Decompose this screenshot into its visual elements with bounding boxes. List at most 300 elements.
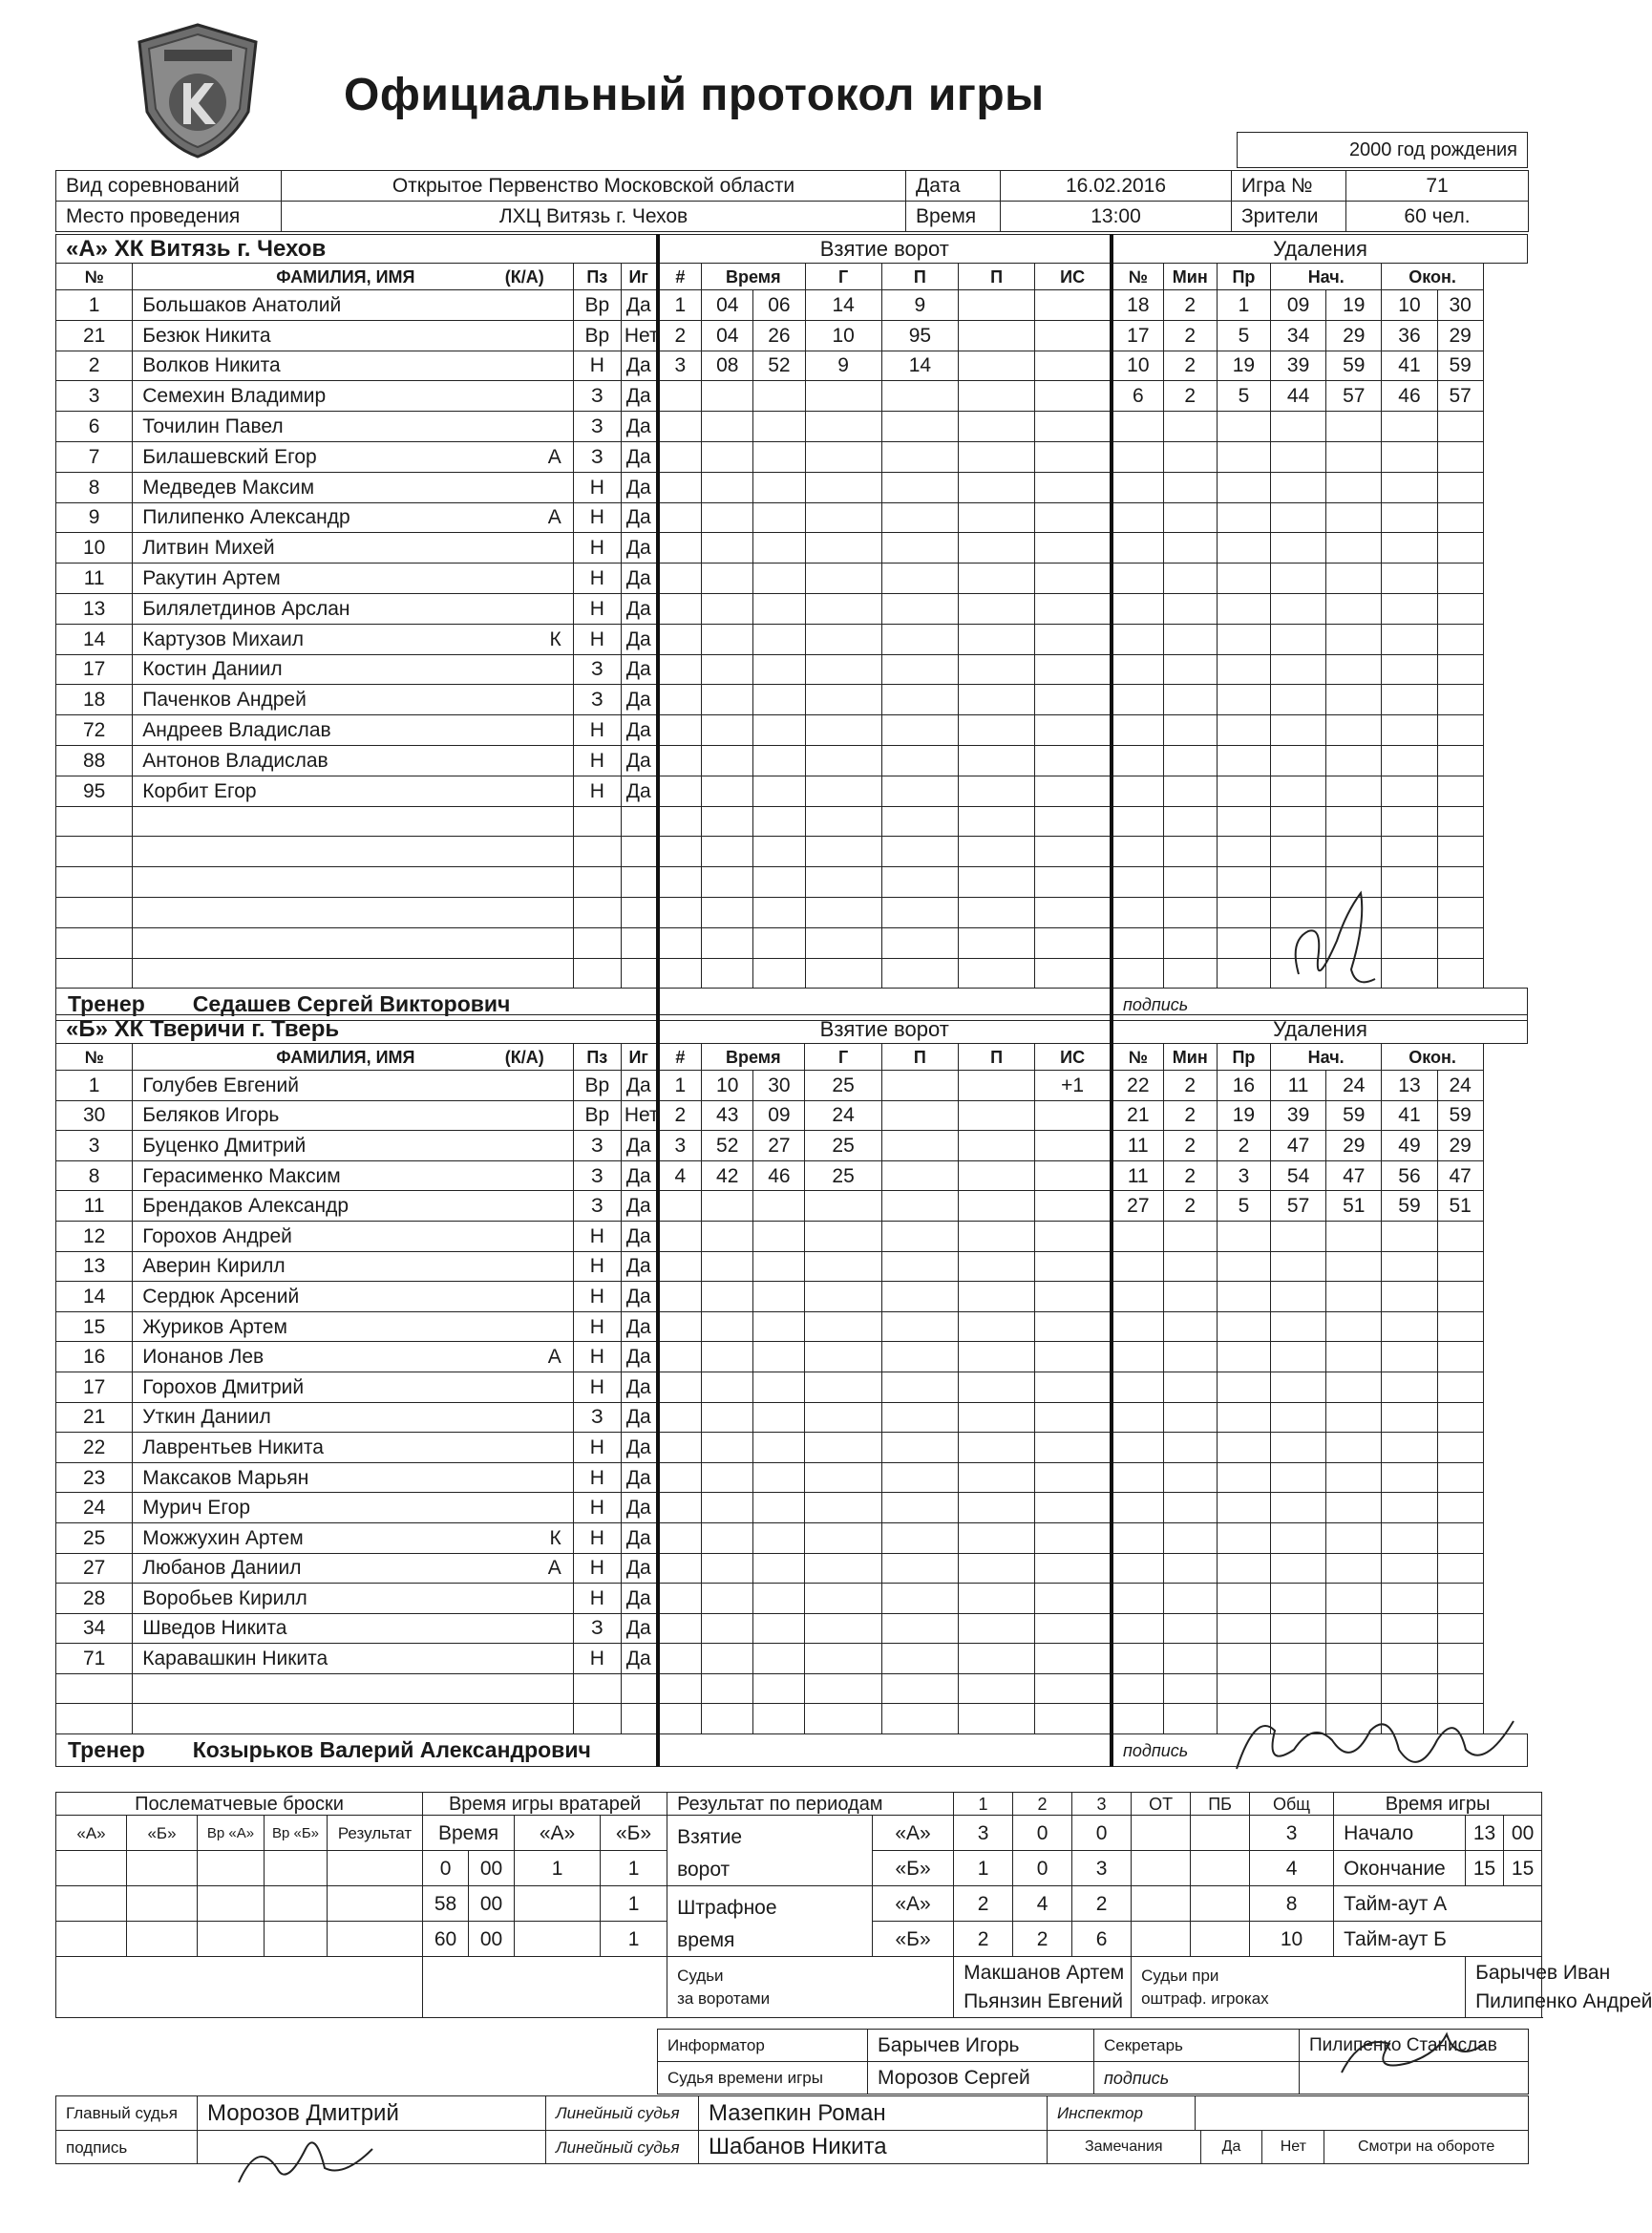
team-b-player-pos: З [573, 1613, 621, 1644]
periods-title: Результат по периодам [667, 1793, 954, 1816]
gk-row-1-a: 1 [515, 1851, 601, 1886]
team-b-pen-end-min: 59 [1382, 1191, 1437, 1222]
team-a-player-name: Безюк Никита [142, 324, 271, 347]
gk-row-3-min: 60 [423, 1922, 469, 1957]
team-a-goal-num: 1 [658, 290, 702, 321]
team-a-goal-sec: 26 [753, 320, 805, 351]
team-a-player-no: 95 [56, 776, 133, 806]
team-b-player-name-cell [133, 1522, 573, 1553]
team-b-player-pos: З [573, 1160, 621, 1191]
team-b-col-pen-end: Окон. [1382, 1044, 1483, 1071]
pen-judge-1: Барычев Иван [1475, 1962, 1611, 1985]
team-a-player-pos: Н [573, 593, 621, 624]
team-b-player-played: Да [621, 1402, 657, 1433]
period-col-1: 1 [954, 1793, 1013, 1816]
so-vra-header: Вр «А» [198, 1816, 265, 1851]
team-b-player-name-cell [133, 1402, 573, 1433]
team-a-player-played: Да [621, 776, 657, 806]
team-a-player-no: 11 [56, 564, 133, 594]
pim-b-ot [1132, 1922, 1191, 1957]
team-b-player-played: Да [621, 1584, 657, 1614]
team-b-pen-start-sec: 29 [1326, 1131, 1382, 1161]
team-b-goal-num: 1 [658, 1071, 702, 1101]
team-a-player-played: Да [621, 624, 657, 654]
team-a-sign-label: подпись [1112, 989, 1528, 1021]
pim-label: Штрафное [677, 1897, 777, 1920]
team-b-player-name-cell [133, 1462, 573, 1493]
team-a-player-name: Волков Никита [142, 354, 281, 377]
inspector-label: Инспектор [1048, 2096, 1196, 2131]
team-b-pen-player: 11 [1112, 1160, 1163, 1191]
team-b-penalties-title: Удаления [1112, 1015, 1528, 1044]
team-a-player-pos: Вр [573, 320, 621, 351]
team-b-pen-minutes: 2 [1163, 1191, 1217, 1222]
goals-label: Взятие [677, 1826, 743, 1848]
goal-judge-2: Пьянзин Евгений [964, 1989, 1123, 2012]
team-a-player-pos: З [573, 685, 621, 715]
team-a-player-pos: Н [573, 745, 621, 776]
team-b-pen-reason: 2 [1217, 1131, 1270, 1161]
team-b-player-pos: Н [573, 1553, 621, 1584]
team-b-pen-start-sec: 51 [1326, 1191, 1382, 1222]
team-b-pen-start-min: 39 [1271, 1100, 1326, 1131]
so-b-header: «Б» [127, 1816, 198, 1851]
team-b-player-name: Воробьев Кирилл [142, 1586, 307, 1609]
team-a-player-played: Да [621, 654, 657, 685]
team-b-player-played: Да [621, 1191, 657, 1222]
team-a-player-pos: Н [573, 351, 621, 381]
team-b-player-no: 34 [56, 1613, 133, 1644]
timeout-a-label: Тайм-аут А [1334, 1886, 1542, 1922]
page-title: Официальный протокол игры [344, 70, 1045, 120]
team-b-player-name-cell [133, 1433, 573, 1463]
period-col-total: Общ [1250, 1793, 1334, 1816]
team-a-col-name [133, 264, 573, 290]
timeout-b-label: Тайм-аут Б [1334, 1922, 1542, 1957]
venue-value: ЛХЦ Витязь г. Чехов [282, 202, 906, 232]
team-b-player-played: Да [621, 1342, 657, 1372]
team-b-player-pos: З [573, 1402, 621, 1433]
team-b-goal-assist-2 [958, 1131, 1034, 1161]
team-b-player-name-cell [133, 1251, 573, 1282]
team-b-player-pos: Н [573, 1342, 621, 1372]
team-a-pen-start-min: 09 [1271, 290, 1326, 321]
team-a-player-pos: З [573, 412, 621, 442]
team-b-pen-start-min: 11 [1271, 1071, 1326, 1101]
team-b-goal-sec: 46 [753, 1160, 805, 1191]
timekeeper: Морозов Сергей [868, 2062, 1094, 2095]
goals-a-p1: 3 [954, 1816, 1013, 1851]
goals-b-label: «Б» [873, 1851, 954, 1886]
team-b-pen-minutes: 2 [1163, 1071, 1217, 1101]
team-b-pen-player: 22 [1112, 1071, 1163, 1101]
team-a-col-situation: ИС [1035, 264, 1112, 290]
team-b-player-no: 71 [56, 1644, 133, 1674]
team-b-player-no: 22 [56, 1433, 133, 1463]
team-a-col-pen-min: Мин [1163, 264, 1217, 290]
team-a-goal-assist-1: 9 [881, 290, 958, 321]
team-b-player-name: Шведов Никита [142, 1617, 287, 1640]
chief-referee-signature [220, 2120, 382, 2197]
game-time-title: Время игры [1334, 1793, 1542, 1816]
team-a-pen-minutes: 2 [1163, 351, 1217, 381]
team-b-player-no: 8 [56, 1160, 133, 1191]
team-b-player-no: 14 [56, 1282, 133, 1312]
team-b-goal-assist-2 [958, 1160, 1034, 1191]
team-b-player-name: Голубев Евгений [142, 1074, 299, 1096]
team-a-player-name: Антонов Владислав [142, 749, 328, 772]
officials-sign-label: подпись [1094, 2062, 1300, 2095]
competition-label: Вид соревнований [56, 171, 282, 202]
team-a-col-pen-end: Окон. [1382, 264, 1483, 290]
team-a-player-name-cell [133, 381, 573, 412]
team-a-pen-reason: 5 [1217, 320, 1270, 351]
team-b-pen-end-sec: 24 [1437, 1071, 1483, 1101]
team-b-goal-situation [1035, 1100, 1112, 1131]
team-b-player-no: 24 [56, 1493, 133, 1523]
team-a-goals-title: Взятие ворот [658, 235, 1112, 264]
team-a-player-played: Да [621, 351, 657, 381]
team-a-player-name-cell [133, 412, 573, 442]
team-b-col-name-label: ФАМИЛИЯ, ИМЯ [276, 1047, 415, 1067]
start-hour: 13 [1466, 1816, 1504, 1851]
game-no-value: 71 [1346, 171, 1529, 202]
remarks-no: Нет [1262, 2131, 1324, 2163]
team-b-pen-end-sec: 51 [1437, 1191, 1483, 1222]
end-minute: 15 [1504, 1851, 1542, 1886]
date-value: 16.02.2016 [1001, 171, 1232, 202]
team-b-coach-cell [56, 1734, 658, 1767]
team-a-player-pos: Н [573, 502, 621, 533]
end-hour: 15 [1466, 1851, 1504, 1886]
team-a-player-name: Семехин Владимир [142, 385, 327, 408]
team-a-player-name: Большаков Анатолий [142, 293, 342, 316]
team-a-player-name: Корбит Егор [142, 779, 257, 802]
team-b-col-goal-time: Время [702, 1044, 805, 1071]
team-b-pen-start-min: 57 [1271, 1191, 1326, 1222]
team-a-coach-label: Тренер [68, 991, 145, 1017]
team-a-player-name: Паченков Андрей [142, 689, 307, 712]
team-b-player-no: 11 [56, 1191, 133, 1222]
team-a-pen-end-sec: 59 [1437, 351, 1483, 381]
team-b-player-pos: Н [573, 1372, 621, 1402]
team-b-player-role: К [549, 1526, 561, 1549]
team-b-player-name-cell [133, 1160, 573, 1191]
team-b-goal-assist-1 [881, 1071, 958, 1101]
team-b-player-no: 12 [56, 1221, 133, 1251]
gk-row-2-min: 58 [423, 1886, 469, 1922]
team-a-pen-player: 10 [1112, 351, 1163, 381]
team-a-goal-assist-2 [959, 351, 1035, 381]
team-a-goal-assist-2 [959, 290, 1035, 321]
team-b-pen-reason: 5 [1217, 1191, 1270, 1222]
team-a-player-name-cell [133, 351, 573, 381]
team-a-player-name-cell [133, 533, 573, 564]
team-a-player-played: Да [621, 593, 657, 624]
pim-b-label: «Б» [873, 1922, 954, 1957]
team-b-player-name-cell [133, 1100, 573, 1131]
secretary: Пилипенко Станислав [1300, 2030, 1529, 2062]
team-a-pen-player: 6 [1112, 381, 1163, 412]
goals-b-p1: 1 [954, 1851, 1013, 1886]
team-a-player-name-cell [133, 776, 573, 806]
goal-judges-label: Судьи [677, 1967, 724, 1986]
line-referee-2: Шабанов Никита [699, 2131, 1048, 2164]
team-a-player-pos: Н [573, 715, 621, 746]
team-b-goal-scorer: 25 [805, 1160, 881, 1191]
team-a-player-role: К [549, 627, 561, 650]
team-b-player-no: 1 [56, 1071, 133, 1101]
team-a-col-no: № [56, 264, 133, 290]
team-b-col-ka-label: (К/А) [504, 1047, 544, 1067]
team-a-goal-situation [1035, 320, 1112, 351]
team-b-col-pen-reason: Пр [1217, 1044, 1270, 1071]
team-b-player-played: Да [621, 1251, 657, 1282]
team-b-player-played: Да [621, 1131, 657, 1161]
team-b-player-name: Герасименко Максим [142, 1164, 341, 1187]
team-a-player-name-cell [133, 290, 573, 321]
gk-a-header: «А» [515, 1816, 601, 1851]
goals-b-total: 4 [1250, 1851, 1334, 1886]
team-b-player-name: Брендаков Александр [142, 1195, 349, 1218]
team-a-player-name: Медведев Максим [142, 476, 315, 499]
team-b-player-played: Да [621, 1160, 657, 1191]
team-b-player-pos: З [573, 1131, 621, 1161]
team-b-pen-start-sec: 59 [1326, 1100, 1382, 1131]
team-a-player-played: Да [621, 533, 657, 564]
team-a-player-no: 6 [56, 412, 133, 442]
team-a-player-no: 8 [56, 472, 133, 502]
gk-row-1-b: 1 [601, 1851, 667, 1886]
team-b-player-no: 28 [56, 1584, 133, 1614]
pim-a-ot [1132, 1886, 1191, 1922]
gk-row-2-a [515, 1886, 601, 1922]
informer: Барычев Игорь [868, 2030, 1094, 2062]
pim-label-2: время [677, 1928, 735, 1951]
team-a-player-no: 3 [56, 381, 133, 412]
team-a-pen-end-sec: 30 [1437, 290, 1483, 321]
team-a-pen-end-min: 41 [1382, 351, 1437, 381]
team-a-pen-minutes: 2 [1163, 320, 1217, 351]
team-a-pen-reason: 1 [1217, 290, 1270, 321]
team-b-player-name-cell [133, 1553, 573, 1584]
team-b-player-played: Да [621, 1644, 657, 1674]
competition-value: Открытое Первенство Московской области [282, 171, 906, 202]
team-a-pen-start-sec: 29 [1326, 320, 1382, 351]
pim-b-p2: 2 [1013, 1922, 1072, 1957]
team-a-goal-min: 04 [702, 320, 753, 351]
team-b-player-played: Да [621, 1553, 657, 1584]
team-b-player-name: Уткин Даниил [142, 1406, 271, 1429]
goals-label-2: ворот [677, 1858, 731, 1881]
team-b-goal-num: 4 [658, 1160, 702, 1191]
team-b-goal-min: 10 [702, 1071, 753, 1101]
team-b-player-pos: Н [573, 1644, 621, 1674]
chief-referee: Морозов Дмитрий [198, 2096, 546, 2131]
team-b-player-name-cell [133, 1613, 573, 1644]
team-a-goal-situation [1035, 290, 1112, 321]
team-a-pen-minutes: 2 [1163, 381, 1217, 412]
team-b-table [55, 1014, 1528, 1767]
team-b-player-name: Журиков Артем [142, 1315, 287, 1338]
team-b-pen-player: 21 [1112, 1100, 1163, 1131]
team-b-pen-start-min: 47 [1271, 1131, 1326, 1161]
team-b-goal-sec: 27 [753, 1131, 805, 1161]
team-a-player-played: Да [621, 715, 657, 746]
team-a-player-name-cell [133, 320, 573, 351]
team-a-goal-min: 04 [702, 290, 753, 321]
team-b-player-played: Да [621, 1372, 657, 1402]
team-b-pen-reason: 3 [1217, 1160, 1270, 1191]
game-no-label: Игра № [1232, 171, 1346, 202]
goal-judge-1: Макшанов Артем [964, 1962, 1125, 1985]
team-a-player-no: 10 [56, 533, 133, 564]
game-info-table [55, 170, 1529, 232]
birth-year: 2000 год рождения [1238, 133, 1528, 168]
team-a-pen-start-sec: 19 [1326, 290, 1382, 321]
team-b-goal-sec: 09 [753, 1100, 805, 1131]
team-b-pen-player: 11 [1112, 1131, 1163, 1161]
pen-judges-label-2: оштраф. игроках [1141, 1988, 1269, 2008]
team-b-player-name: Ионанов Лев [142, 1346, 265, 1369]
team-a-player-played: Нет [621, 320, 657, 351]
team-a-player-name-cell [133, 564, 573, 594]
team-b-col-goal-scorer: Г [805, 1044, 881, 1071]
team-a-player-name-cell [133, 502, 573, 533]
gk-row-2-sec: 00 [469, 1886, 515, 1922]
team-b-player-pos: Н [573, 1251, 621, 1282]
team-a-player-played: Да [621, 290, 657, 321]
chief-sign-label: подпись [56, 2131, 198, 2164]
shield-logo-icon [134, 21, 263, 160]
team-b-player-pos: Н [573, 1311, 621, 1342]
timekeeper-label: Судья времени игры [658, 2062, 868, 2095]
team-a-player-name: Билялетдинов Арслан [142, 597, 350, 620]
team-b-goal-assist-2 [958, 1071, 1034, 1101]
team-a-goal-scorer: 9 [805, 351, 881, 381]
team-b-goal-scorer: 25 [805, 1131, 881, 1161]
team-b-player-no: 17 [56, 1372, 133, 1402]
gk-row-1-min: 0 [423, 1851, 469, 1886]
team-a-pen-start-sec: 59 [1326, 351, 1382, 381]
team-b-pen-end-min: 41 [1382, 1100, 1437, 1131]
start-label: Начало [1334, 1816, 1466, 1851]
team-b-col-pen-no: № [1112, 1044, 1163, 1071]
team-b-goal-num: 3 [658, 1131, 702, 1161]
spectators-value: 60 чел. [1346, 202, 1529, 232]
birth-year-box [1237, 132, 1528, 168]
pim-b-total: 10 [1250, 1922, 1334, 1957]
team-b-player-role: А [547, 1346, 561, 1369]
team-b-goal-scorer: 24 [805, 1100, 881, 1131]
so-result-header: Результат [328, 1816, 423, 1851]
team-b-player-played: Нет [621, 1100, 657, 1131]
pim-b-p1: 2 [954, 1922, 1013, 1957]
period-col-pb: ПБ [1191, 1793, 1250, 1816]
team-b-player-pos: Н [573, 1433, 621, 1463]
team-a-col-play: Иг [621, 264, 657, 290]
team-b-player-no: 27 [56, 1553, 133, 1584]
team-a-player-pos: Н [573, 564, 621, 594]
team-a-player-pos: З [573, 441, 621, 472]
team-b-pen-start-sec: 47 [1326, 1160, 1382, 1191]
team-b-player-name: Лаврентьев Никита [142, 1436, 324, 1458]
team-a-player-pos: Вр [573, 290, 621, 321]
team-b-player-pos: Н [573, 1584, 621, 1614]
team-b-sign-label: подпись [1112, 1734, 1528, 1767]
team-a-player-name-cell [133, 624, 573, 654]
team-a-pen-start-min: 44 [1271, 381, 1326, 412]
team-b-goal-min: 43 [702, 1100, 753, 1131]
team-b-goal-assist-1 [881, 1100, 958, 1131]
team-a-pen-player: 17 [1112, 320, 1163, 351]
team-b-col-pen-min: Мин [1163, 1044, 1217, 1071]
team-b-goal-num: 2 [658, 1100, 702, 1131]
team-a-player-no: 14 [56, 624, 133, 654]
secretary-label: Секретарь [1094, 2030, 1300, 2062]
team-b-goal-scorer: 25 [805, 1071, 881, 1101]
team-a-player-no: 72 [56, 715, 133, 746]
team-b-player-name-cell [133, 1191, 573, 1222]
informer-label: Информатор [658, 2030, 868, 2062]
gk-time-header: Время [423, 1816, 515, 1851]
team-a-player-no: 18 [56, 685, 133, 715]
team-b-player-pos: Н [573, 1462, 621, 1493]
team-a-player-pos: Н [573, 776, 621, 806]
team-a-goal-assist-2 [959, 320, 1035, 351]
team-b-player-name: Буценко Дмитрий [142, 1134, 307, 1157]
goals-a-pb [1191, 1816, 1250, 1851]
gk-row-1-sec: 00 [469, 1851, 515, 1886]
team-b-player-played: Да [621, 1462, 657, 1493]
team-a-goal-sec: 06 [753, 290, 805, 321]
team-a-player-name: Точилин Павел [142, 415, 284, 438]
team-a-title: «А» ХК Витязь г. Чехов [56, 235, 658, 264]
period-col-2: 2 [1013, 1793, 1072, 1816]
team-a-coach-signature [1270, 883, 1404, 1017]
team-b-pen-end-min: 49 [1382, 1131, 1437, 1161]
team-a-player-played: Да [621, 441, 657, 472]
team-b-player-no: 25 [56, 1522, 133, 1553]
shootout-title: Послематчевые броски [56, 1793, 423, 1816]
time-value: 13:00 [1001, 202, 1232, 232]
pim-a-p3: 2 [1072, 1886, 1132, 1922]
team-b-player-played: Да [621, 1433, 657, 1463]
team-b-player-no: 13 [56, 1251, 133, 1282]
bottom-stats-table [55, 1792, 1652, 2018]
team-a-player-name: Картузов Михаил [142, 627, 304, 650]
team-a-player-name-cell [133, 472, 573, 502]
line-referee-label-1: Линейный судья [546, 2096, 699, 2131]
team-b-player-role: А [547, 1557, 561, 1580]
team-a-pen-start-min: 39 [1271, 351, 1326, 381]
team-b-player-played: Да [621, 1311, 657, 1342]
team-b-pen-end-min: 56 [1382, 1160, 1437, 1191]
team-b-player-name: Любанов Даниил [142, 1557, 302, 1580]
team-b-player-played: Да [621, 1522, 657, 1553]
team-a-player-name: Ракутин Артем [142, 567, 281, 590]
team-b-pen-player: 27 [1112, 1191, 1163, 1222]
team-a-player-name-cell [133, 654, 573, 685]
team-a-coach-name: Седашев Сергей Викторович [192, 991, 511, 1017]
team-b-goals-title: Взятие ворот [658, 1015, 1112, 1044]
team-a-col-pen-reason: Пр [1217, 264, 1270, 290]
team-b-player-name: Беляков Игорь [142, 1104, 280, 1127]
team-a-col-goal-num: # [658, 264, 702, 290]
team-a-goal-num: 2 [658, 320, 702, 351]
team-a-goal-scorer: 10 [805, 320, 881, 351]
time-label: Время [906, 202, 1001, 232]
